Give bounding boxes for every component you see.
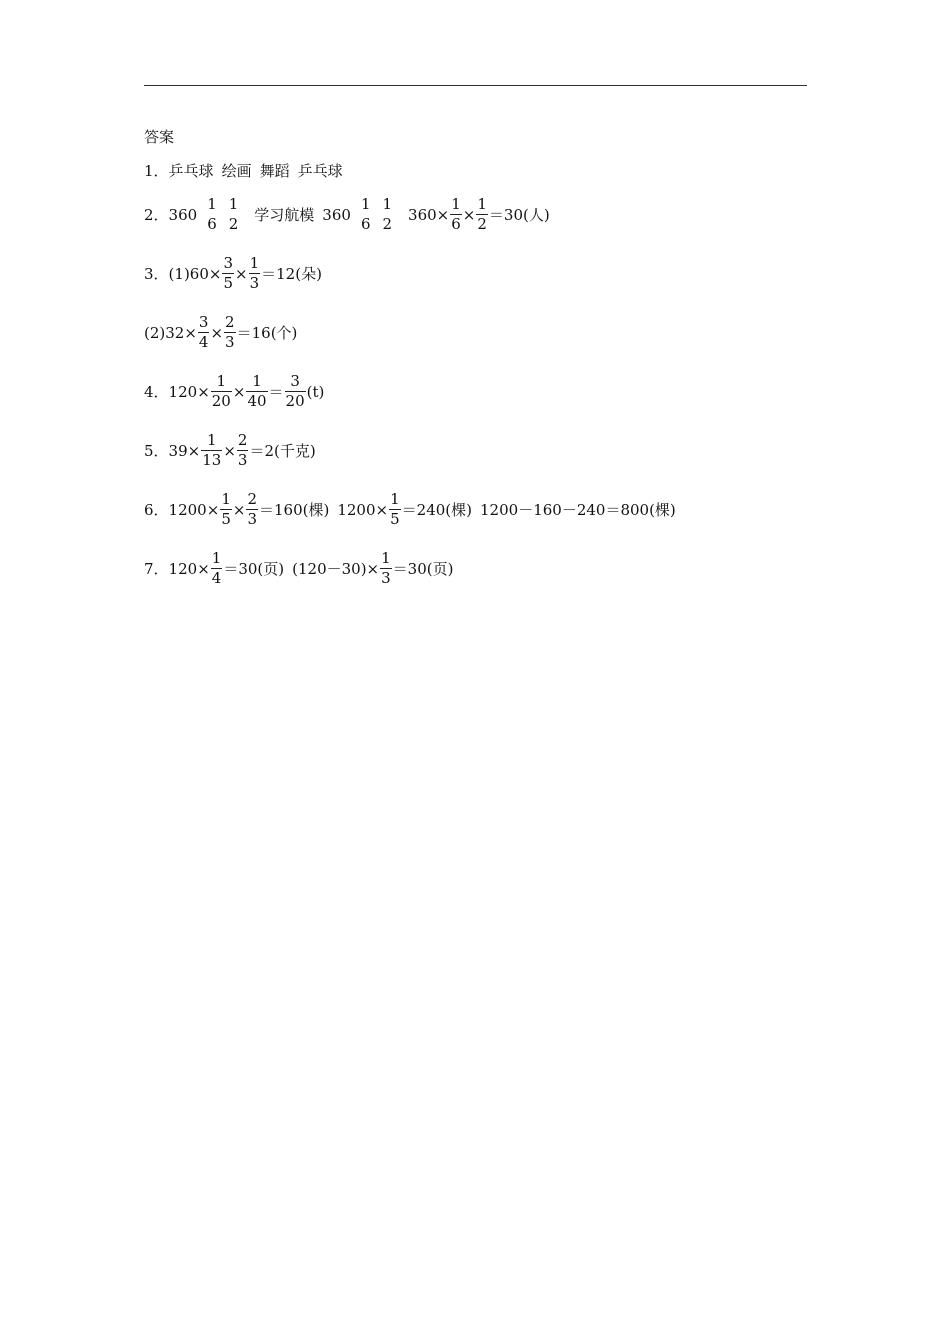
unit: (朵) (295, 265, 322, 283)
answer-line-8 (144, 550, 453, 587)
fraction: $\frac{2}{3}$ (225, 313, 235, 351)
fraction: $\frac{1}{6}$ (451, 195, 461, 233)
fraction: $\frac{2}{3}$ (237, 431, 248, 469)
answer-text: 舞蹈 (259, 162, 290, 180)
fraction: $\frac{1}{4}$ (211, 549, 222, 587)
expression: 1200－160－240＝800(棵) (480, 501, 676, 519)
item-number: 3．(1) (144, 265, 190, 283)
answer-line-7 (144, 491, 676, 528)
times-sign: × (206, 500, 220, 519)
answer-line-3 (144, 255, 322, 292)
fraction: $\frac{1}{5}$ (390, 490, 400, 528)
times-sign: × (208, 264, 222, 283)
equals-sign: ＝ (268, 383, 284, 401)
fraction: $\frac{2}{3}$ (247, 490, 257, 528)
times-sign: × (235, 264, 248, 283)
header-rule (144, 85, 807, 86)
times-sign: × (187, 441, 201, 460)
result: ＝30 (223, 560, 258, 578)
item-number: 1． (144, 162, 169, 180)
times-sign: × (232, 382, 246, 401)
fraction: 1 6 (207, 195, 217, 233)
times-sign: × (436, 205, 450, 224)
unit: (个) (270, 324, 298, 342)
times-sign: × (223, 441, 236, 460)
unit: (人) (523, 206, 550, 224)
number: 60 (189, 264, 209, 283)
answer-heading: 答案 (144, 128, 175, 146)
unit: (棵) (302, 501, 330, 519)
times-sign: × (197, 382, 210, 401)
answer-text: 学习航模 (254, 206, 315, 224)
number: 32 (165, 323, 185, 342)
unit: (t) (306, 382, 325, 401)
fraction: $\frac{1}{3}$ (249, 254, 260, 292)
fraction: $\frac{3}{20}$ (285, 372, 305, 410)
times-sign: × (197, 559, 210, 578)
number: (120－30) (292, 560, 367, 578)
answer-line-5 (144, 373, 324, 410)
fraction: $\frac{1}{5}$ (221, 490, 231, 528)
number: 120 (168, 559, 198, 578)
fraction: $\frac{1}{40}$ (247, 372, 267, 410)
number: 120 (168, 382, 198, 401)
number: 1200 (168, 500, 207, 519)
fraction: $\frac{1}{20}$ (211, 372, 231, 410)
fraction: 1 6 (360, 195, 371, 233)
result: ＝30 (392, 560, 427, 578)
answer-text: 乒乓球 (168, 162, 214, 180)
answer-text: 乒乓球 (297, 162, 343, 180)
result: ＝160 (258, 501, 303, 519)
times-sign: × (366, 559, 380, 578)
times-sign: × (462, 205, 476, 224)
answer-line-4 (144, 314, 297, 351)
result: ＝16 (236, 324, 271, 342)
result: ＝12 (261, 265, 296, 283)
item-number: 6． (144, 501, 169, 519)
unit: (页) (426, 560, 454, 578)
number: 1200 (337, 500, 376, 519)
fraction: 1 2 (228, 195, 239, 233)
unit: (千克) (273, 442, 316, 460)
answer-line-1 (144, 160, 343, 181)
result: ＝30 (488, 206, 524, 224)
number: 360 (168, 205, 198, 224)
item-number: 5． (144, 442, 169, 460)
number: 360 (408, 205, 437, 224)
item-number: 7． (144, 560, 169, 578)
item-number: 2． (144, 206, 169, 224)
fraction: $\frac{3}{5}$ (223, 254, 234, 292)
answer-text: 绘画 (221, 162, 252, 180)
item-number: 4． (144, 383, 169, 401)
number: 39 (168, 441, 188, 460)
result: ＝240 (401, 501, 446, 519)
answer-line-2 (144, 196, 550, 233)
unit: (页) (257, 560, 285, 578)
fraction: $\frac{1}{13}$ (202, 431, 222, 469)
fraction: $\frac{1}{3}$ (381, 549, 391, 587)
item-number: (2) (144, 323, 166, 342)
number: 360 (322, 205, 351, 224)
unit: (棵) (445, 501, 473, 519)
times-sign: × (232, 500, 246, 519)
fraction: $\frac{3}{4}$ (198, 313, 209, 351)
times-sign: × (184, 323, 197, 342)
result: ＝2 (249, 442, 274, 460)
fraction: 1 2 (382, 195, 393, 233)
times-sign: × (375, 500, 389, 519)
times-sign: × (210, 323, 224, 342)
answer-line-6 (144, 432, 316, 469)
fraction: $\frac{1}{2}$ (477, 195, 487, 233)
